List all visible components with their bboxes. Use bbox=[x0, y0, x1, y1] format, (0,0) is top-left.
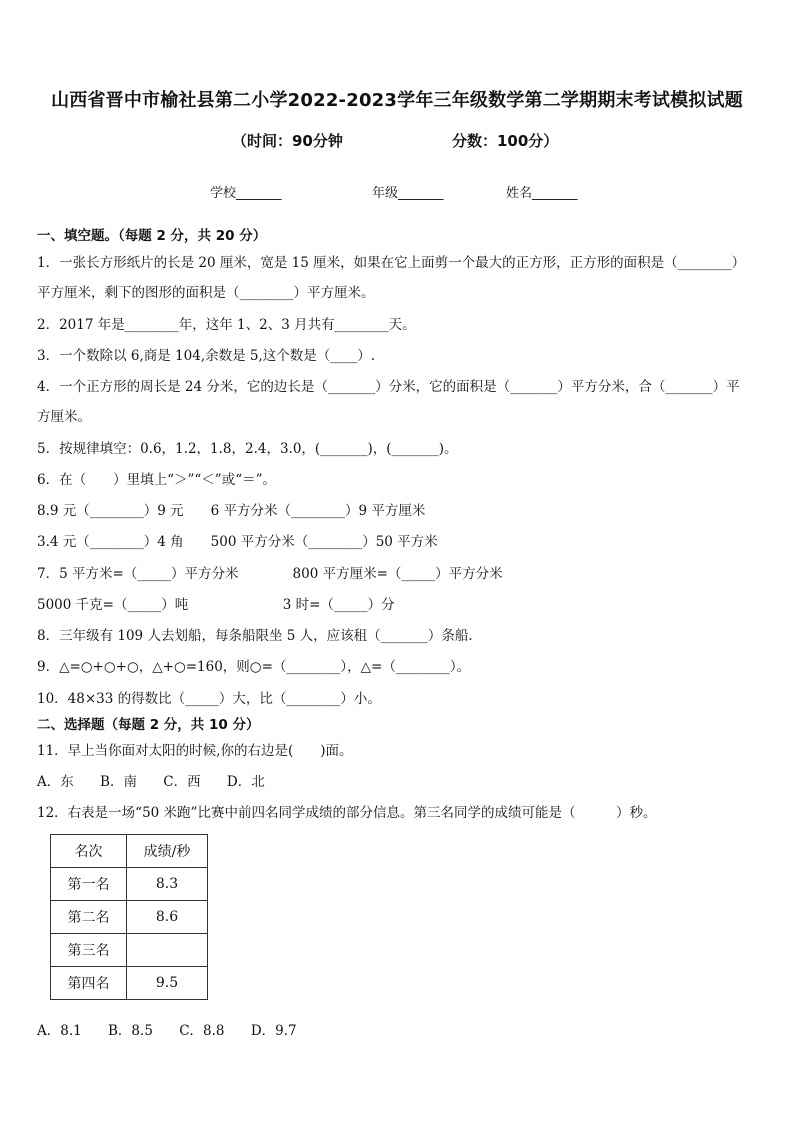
question-line: 7．5 平方米=（_____）平方分米 800 平方厘米=（_____）平方分米 bbox=[37, 566, 503, 582]
table-cell bbox=[127, 934, 208, 967]
option-d: D．9.7 bbox=[250, 1023, 297, 1039]
option-c: C．西 bbox=[163, 774, 201, 790]
race-results-table bbox=[50, 834, 208, 1000]
section-heading-choice: 二、选择题（每题 2 分，共 10 分） bbox=[37, 717, 260, 733]
question-line: 8．三年级有 109 人去划船，每条船限坐 5 人，应该租（_______）条船． bbox=[37, 628, 482, 644]
question-line: 9．△=○+○+○，△+○=160，则○=（________），△=（________）。 bbox=[37, 659, 471, 675]
option-b: B．8.5 bbox=[108, 1023, 153, 1039]
option-c: C．8.8 bbox=[179, 1023, 225, 1039]
question-12: 12．右表是一场“50 米跑”比赛中前四名同学成绩的部分信息。第三名同学的成绩可能是（ ）秒。 bbox=[37, 805, 657, 821]
table-row bbox=[51, 868, 208, 901]
option-a: A．东 bbox=[37, 774, 74, 790]
question-line: 6．在（ ）里填上“＞”“＜”或“＝”。 bbox=[37, 472, 276, 488]
question-line: 5000 千克=（_____）吨 3 时=（_____）分 bbox=[37, 597, 395, 613]
table-row bbox=[51, 967, 208, 1000]
table-header-row bbox=[51, 835, 208, 868]
exam-time: （时间：90分钟 bbox=[232, 132, 343, 150]
table-cell: 第二名 bbox=[51, 901, 127, 934]
question-line: 4．一个正方形的周长是 24 分米，它的边长是（_______）分米，它的面积是（_______）平方分米，合（_______）平 bbox=[37, 379, 740, 395]
table-header-time: 成绩/秒 bbox=[127, 835, 208, 868]
table-row bbox=[51, 934, 208, 967]
name-field: 姓名_______ bbox=[506, 186, 578, 201]
question-line: 3．一个数除以 6,商是 104,余数是 5,这个数是（____）. bbox=[37, 348, 376, 364]
table-cell: 9.5 bbox=[127, 967, 208, 1000]
question-line: 10．48×33 的得数比（_____）大，比（________）小。 bbox=[37, 691, 381, 707]
question-line: 平方厘米，剩下的图形的面积是（________）平方厘米。 bbox=[37, 285, 375, 301]
exam-score: 分数：100分） bbox=[452, 132, 559, 150]
option-d: D．北 bbox=[226, 774, 265, 790]
grade-field: 年级_______ bbox=[372, 186, 444, 201]
table-header-rank: 名次 bbox=[51, 835, 127, 868]
question-line: 1．一张长方形纸片的长是 20 厘米，宽是 15 厘米，如果在它上面剪一个最大的正方形，正方形的面积是（________） bbox=[37, 255, 746, 271]
table-cell: 第四名 bbox=[51, 967, 127, 1000]
table-row bbox=[51, 901, 208, 934]
page-title: 山西省晋中市榆社县第二小学2022-2023学年三年级数学第二学期期末考试模拟试题 bbox=[51, 90, 743, 111]
table-cell: 第三名 bbox=[51, 934, 127, 967]
question-line: 方厘米。 bbox=[37, 409, 91, 425]
section-heading-fill-blank: 一、填空题。（每题 2 分，共 20 分） bbox=[37, 228, 267, 244]
school-field: 学校_______ bbox=[210, 186, 282, 201]
option-a: A．8.1 bbox=[37, 1023, 82, 1039]
table-cell: 8.6 bbox=[127, 901, 208, 934]
question-line: 8.9 元（________）9 元 6 平方分米（________）9 平方厘米 bbox=[37, 503, 426, 519]
question-line: 2．2017 年是________年，这年 1、2、3 月共有________天。 bbox=[37, 317, 416, 333]
question-11-options bbox=[37, 770, 287, 790]
question-12-options bbox=[37, 1019, 319, 1039]
table-cell: 8.3 bbox=[127, 868, 208, 901]
question-line: 5．按规律填空：0.6，1.2，1.8，2.4，3.0，(_______)，(_______)。 bbox=[37, 441, 458, 457]
question-11: 11．早上当你面对太阳的时候,你的右边是( )面。 bbox=[37, 743, 353, 759]
question-line: 3.4 元（________）4 角 500 平方分米（________）50 平方米 bbox=[37, 534, 438, 550]
option-b: B．南 bbox=[100, 774, 137, 790]
table-cell: 第一名 bbox=[51, 868, 127, 901]
